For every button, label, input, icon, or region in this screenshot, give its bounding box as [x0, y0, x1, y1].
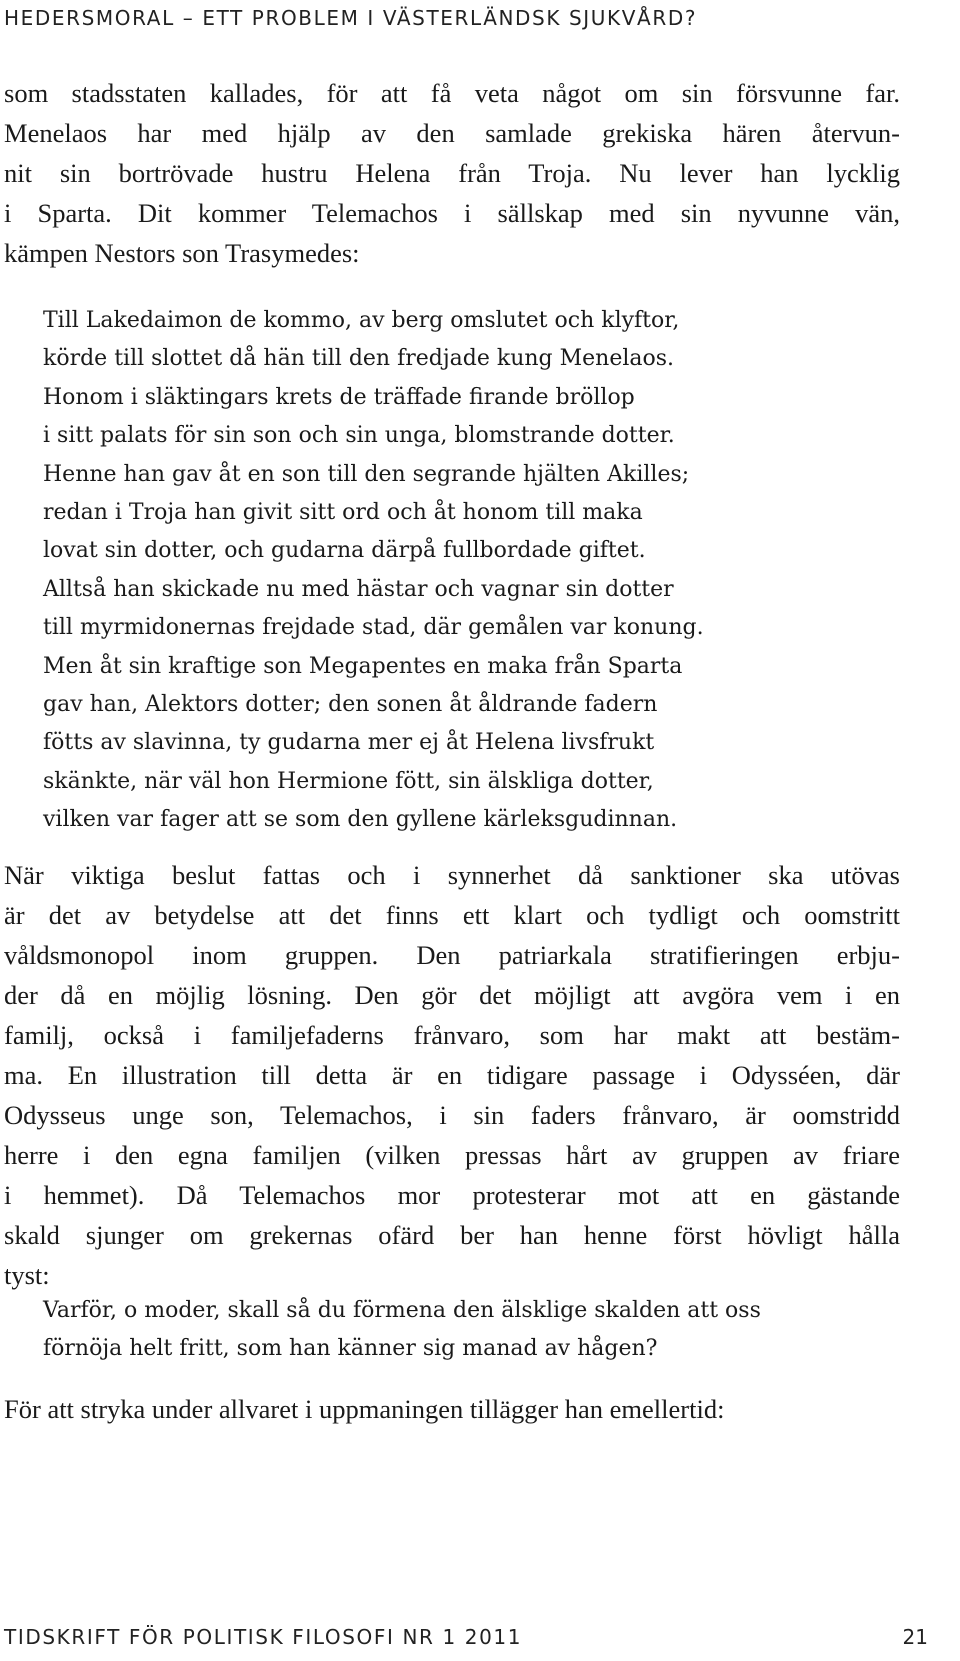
verse-line: vilken var fager att se som den gyllene kärleksgudinnan. [43, 807, 678, 833]
text-line: nit sin bortrövade hustru Helena från Troja. Nu lever han lycklig [4, 158, 900, 188]
text-line: är det av betydelse att det finns ett klart och tydligt och oomstritt [4, 900, 900, 930]
text-line: ma. En illustration till detta är en tidigare passage i Odysséen, där [4, 1060, 900, 1090]
verse-line: Varför, o moder, skall så du förmena den älsklige skalden att oss [43, 1298, 761, 1323]
text-line: skald sjunger om grekernas ofärd ber han henne först hövligt hålla [4, 1220, 900, 1250]
verse-line: skänkte, när väl hon Hermione fött, sin älskliga dotter, [43, 768, 654, 794]
text-line: herre i den egna familjen (vilken pressas hårt av gruppen av friare [4, 1140, 900, 1170]
text-line: För att stryka under allvaret i uppmaningen tillägger han emellertid: [4, 1394, 725, 1424]
paragraph-argument [4, 855, 900, 1295]
text-line: Odysseus unge son, Telemachos, i sin faders frånvaro, är oomstridd [4, 1100, 900, 1130]
verse-line: Till Lakedaimon de kommo, av berg omslutet och klyftor, [43, 308, 680, 333]
verse-line: Honom i släktingars krets de träffade firande bröllop [43, 384, 635, 410]
text-line: i hemmet). Då Telemachos mor protesterar mot att en gästande [4, 1180, 900, 1210]
running-header: HEDERSMORAL – ETT PROBLEM I VÄSTERLÄNDSK SJUKVÅRD? [4, 6, 698, 30]
text-line: Menelaos har med hjälp av den samlade grekiska hären återvun- [4, 118, 900, 148]
verse-line: lovat sin dotter, och gudarna därpå fullbordade giftet. [43, 538, 646, 564]
verse-line: Alltså han skickade nu med hästar och vagnar sin dotter [43, 576, 674, 602]
text-line: der då en möjlig lösning. Den gör det möjligt att avgöra vem i en [4, 980, 900, 1010]
verse-line: redan i Troja han givit sitt ord och åt honom till maka [43, 499, 643, 525]
text-line: våldsmonopol inom gruppen. Den patriarkala stratifieringen erbju- [4, 940, 900, 970]
verse-line: fötts av slavinna, ty gudarna mer ej åt Helena livsfrukt [43, 730, 655, 756]
text-line: När viktiga beslut fattas och i synnerhet då sanktioner ska utövas [4, 860, 900, 890]
verse-line: Henne han gav åt en son till den segrande hjälten Akilles; [43, 461, 690, 487]
footer-journal-title: TIDSKRIFT FÖR POLITISK FILOSOFI NR 1 2011 [4, 1625, 523, 1649]
block-quote-odyssey-sparta [43, 302, 903, 839]
verse-line: i sitt palats för sin son och sin unga, blomstrande dotter. [43, 423, 675, 449]
text-line: kämpen Nestors son Trasymedes: [4, 238, 360, 268]
verse-line: Men åt sin kraftige son Megapentes en maka från Sparta [43, 653, 683, 679]
text-line: i Sparta. Dit kommer Telemachos i sällskap med sin nyvunne vän, [4, 198, 900, 228]
verse-line: till myrmidonernas frejdade stad, där gemålen var konung. [43, 615, 704, 641]
paragraph-closing [4, 1389, 900, 1429]
text-line: som stadsstaten kallades, för att få veta något om sin försvunne far. [4, 78, 900, 108]
text-line: familj, också i familjefaderns frånvaro, som har makt att bestäm- [4, 1020, 900, 1050]
page-number: 21 [902, 1625, 928, 1649]
verse-line: gav han, Alektors dotter; den sonen åt åldrande fadern [43, 691, 658, 717]
text-line: tyst: [4, 1260, 50, 1290]
verse-line: körde till slottet då hän till den fredjade kung Menelaos. [43, 346, 675, 372]
block-quote-telemachos [43, 1292, 903, 1369]
paragraph-intro [4, 73, 900, 273]
verse-line: förnöja helt fritt, som han känner sig manad av hågen? [43, 1336, 658, 1362]
